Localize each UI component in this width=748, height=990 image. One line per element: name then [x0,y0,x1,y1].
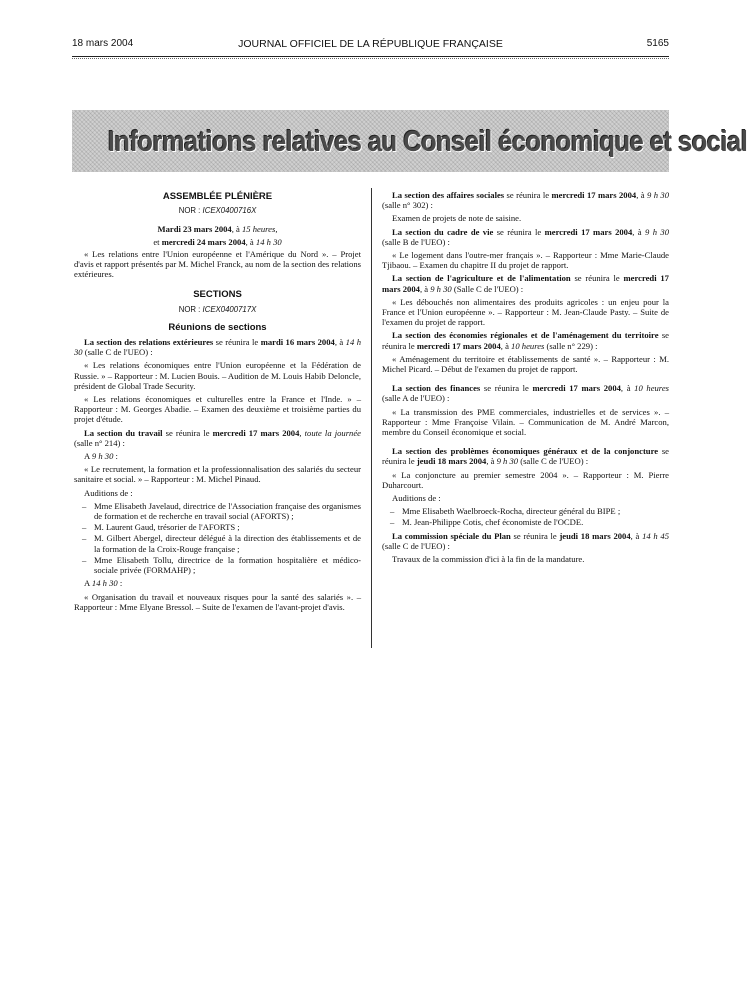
travail-item-1: « Le recrutement, la formation et la professionnalisation des salariés du secteur sanitaire et social. » – Rapporteur : M. Michel Pinaud. [74,464,361,485]
header-journal-title: JOURNAL OFFICIEL DE LA RÉPUBLIQUE FRANÇAISE [238,38,503,50]
assembly-date-line-1: Mardi 23 mars 2004, à 15 heures, [157,224,278,235]
rel-ext-item-1: « Les relations économiques entre l'Union européenne et la Fédération de Russie. » – Rapporteur : M. Lucien Bouis. – Audition de M. Louis Habib Deloncle, président de Global Trade Security. [74,360,361,391]
assembly-nor: NOR : ICEX0400716X [178,206,257,216]
list-item: – M. Jean-Philippe Cotis, chef économiste de l'OCDE. [382,517,669,527]
problemes-auditions-label: Auditions de : [392,493,441,504]
cadre-heading: La section du cadre de vie se réunira le mercredi 17 mars 2004, à 9 h 30 (salle B de l'UEO) : [382,226,669,247]
sections-title: SECTIONS [193,289,242,301]
left-column [74,190,361,615]
problemes-auditions-list [382,506,669,527]
list-item: – M. Gilbert Abergel, directeur délégué à la direction des établissements et de la formation de la Croix-Rouge française ; [74,533,361,553]
travail-auditions-list [74,501,361,575]
list-item: – Mme Elisabeth Tollu, directrice de la formation hospitalière et médico-sociale privée (FORMAHP) ; [74,555,361,575]
plan-heading: La commission spéciale du Plan se réunira le jeudi 18 mars 2004, à 14 h 45 (salle C de l'UEO) : [382,530,669,551]
finances-item: « La transmission des PME commerciales, industrielles et de services ». – Rapporteur : Mme Françoise Vilain. – Communication de M. André Marcon, membre du Conseil économique et social. [382,406,669,438]
agriculture-heading: La section de l'agriculture et de l'alimentation se réunira le mercredi 17 mars 2004, à 9 h 30 (Salle C de l'UEO) : [382,273,669,294]
travail-auditions-label: Auditions de : [84,487,133,498]
header-page-number: 5165 [646,38,669,49]
sociales-item: Examen de projets de note de saisine. [392,213,522,224]
agriculture-item: « Les débouchés non alimentaires des produits agricoles : un enjeu pour la France et l'Union européenne ». – Rapporteur : M. Jean-Claude Pasty. – Suite de l'examen du projet de rapport. [382,296,669,328]
sections-nor: NOR : ICEX0400717X [178,304,257,314]
travail-item-2: « Organisation du travail et nouveaux risques pour la santé des salariés ». – Rapporteur : Mme Elyane Bressol. – Suite de l'examen de l'avant-projet d'avis. [74,591,361,612]
assembly-text: « Les relations entre l'Union européenne et l'Amérique du Nord ». – Projet d'avis et rapport présentés par M. Michel Franck, au nom de la section des relations extérieures. [74,248,361,280]
regionales-item: « Aménagement du territoire et établissements de santé ». – Rapporteur : M. Michel Picard. – Début de l'examen du projet de rapport. [382,353,669,375]
sociales-heading: La section des affaires sociales se réunira le mercredi 17 mars 2004, à 9 h 30 (salle n° 302) : [382,190,669,211]
assembly-title: ASSEMBLÉE PLÉNIÈRE [162,191,273,202]
travail-slot-1: A 9 h 30 : [84,451,118,462]
page-header [72,38,669,52]
list-item: – Mme Elisabeth Waelbroeck-Rocha, directeur général du BIPE ; [382,506,669,516]
rel-ext-heading: La section des relations extérieures se réunira le mardi 16 mars 2004, à 14 h 30 (salle C de l'UEO) : [74,337,361,358]
section-banner [72,110,748,172]
plan-item: Travaux de la commission d'ici à la fin de la mandature. [392,554,585,565]
banner-title: Informations relatives au Conseil économique et social [107,126,748,158]
regionales-heading: La section des économies régionales et de l'aménagement du territoire se réunira le mercredi 17 mars 2004, à 10 heures (salle n° 229) : [382,330,669,351]
problemes-heading: La section des problèmes économiques généraux et de la conjoncture se réunira le jeudi 18 mars 2004, à 9 h 30 (salle C de l'UEO) : [382,446,669,467]
list-item: – M. Laurent Gaud, trésorier de l'AFORTS ; [74,522,361,532]
rel-ext-item-2: « Les relations économiques et culturelles entre la France et l'Inde. » – Rapporteur : M. Georges Abadie. – Examen des deuxième et troisième parties du projet d'étude. [74,394,361,425]
finances-heading: La section des finances se réunira le mercredi 17 mars 2004, à 10 heures (salle A de l'UEO) : [382,383,669,404]
travail-heading: La section du travail se réunira le mercredi 17 mars 2004, toute la journée (salle n° 214) : [74,427,361,448]
assembly-date-line-2: et mercredi 24 mars 2004, à 14 h 30 [153,236,282,247]
header-rule [72,56,669,59]
right-column [382,190,669,567]
list-item: – Mme Elisabeth Javelaud, directrice de l'Association française des organismes de formation et de recherche en travail social (AFORTS) ; [74,501,361,521]
sections-subtitle: Réunions de sections [168,321,267,333]
cadre-item: « Le logement dans l'outre-mer français ». – Rapporteur : Mme Marie-Claude Tjibaou. – Examen du chapitre II du projet de rapport. [382,250,669,271]
travail-slot-2: A 14 h 30 : [84,578,123,589]
column-divider [371,188,372,648]
problemes-item: « La conjoncture au premier semestre 2004 ». – Rapporteur : M. Pierre Duharcourt. [382,469,669,490]
header-date: 18 mars 2004 [72,38,134,49]
